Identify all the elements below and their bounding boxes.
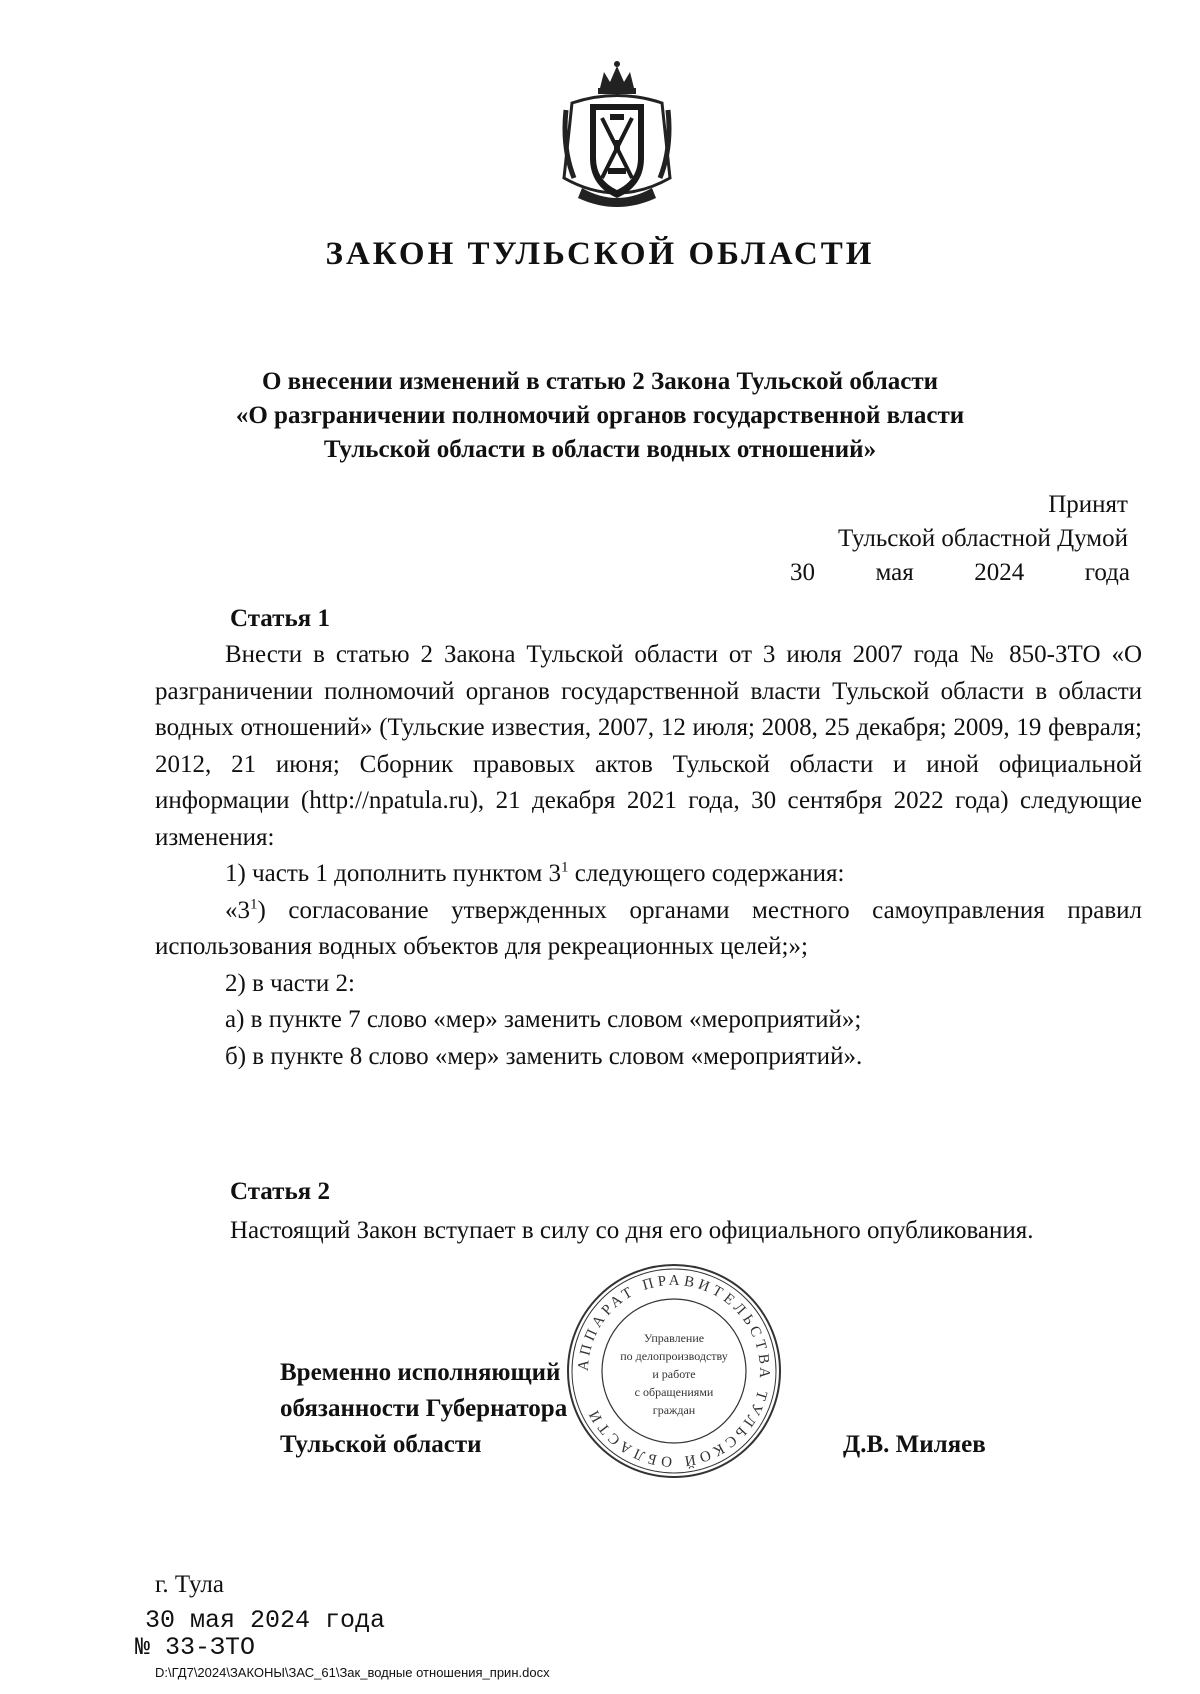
adoption-year: 2024 bbox=[974, 559, 1025, 586]
tula-coat-of-arms-icon bbox=[552, 58, 682, 213]
subtitle-line-1: О внесении изменений в статью 2 Закона Тульской области bbox=[261, 368, 939, 395]
adoption-date bbox=[790, 556, 1130, 590]
article-1-item-2: 2) в части 2: bbox=[225, 969, 355, 997]
article-2-heading: Статья 2 bbox=[230, 1178, 330, 1205]
stamp-center-line-4: с обращениями bbox=[634, 1385, 714, 1399]
article-1-quote: «$3^1$) согласование утвержденных органами местного самоуправления правил использования водных объектов для рекреационных целей;»; bbox=[155, 896, 1142, 960]
signatory-line-2: обязанности Губернатора bbox=[280, 1395, 568, 1422]
subtitle-line-2: «О разграничении полномочий органов государственной власти bbox=[235, 402, 965, 429]
article-1-text: Внести в статью 2 Закона Тульской области от 3 июля 2007 года № 850-ЗТО «О разграничении полномочий органов государственной власти Тульской области в области водных отношений» (Тульские известия, 2007, 12 июля; 2008, 25 декабря; 2009, 19 февраля; 2012, 21 июня; Сборник правовых актов Тульской области и иной официальной информации (http://npatula.ru), 21 декабря 2021 года, 30 сентября 2022 года) следующие изменения: bbox=[155, 641, 1142, 851]
signatory-line-1: Временно исполняющий bbox=[280, 1359, 561, 1386]
article-1-item-2a: а) в пункте 7 слово «мер» заменить словом «мероприятий»; bbox=[225, 1006, 862, 1033]
signatory-title bbox=[280, 1355, 567, 1463]
adoption-month: мая bbox=[875, 559, 914, 586]
stamp-ring-text: АППАРАТ ПРАВИТЕЛЬСТВА ТУЛЬСКОЙ ОБЛАСТИ bbox=[575, 1272, 773, 1470]
adoption-day: 30 bbox=[790, 559, 815, 586]
stamp-seal-icon bbox=[565, 1262, 783, 1480]
file-path: D:\ГД7\2024\ЗАКОНЫ\ЗАС_61\Зак_водные отношения_прин.docx bbox=[155, 1665, 550, 1680]
article-1-item-1: 1) часть 1 дополнить пунктом $3^1$ следующего содержания: bbox=[225, 859, 845, 887]
stamp-center-line-3: и работе bbox=[652, 1367, 696, 1381]
article-2-text: Настоящий Закон вступает в силу со дня его официального опубликования. bbox=[230, 1217, 1034, 1244]
adopted-by: Тульской областной Думой bbox=[837, 525, 1128, 552]
law-subtitle bbox=[0, 365, 1200, 467]
adopted-label: Принят bbox=[1048, 491, 1128, 518]
adoption-year-word: года bbox=[1084, 559, 1130, 586]
signatory-name: Д.В. Миляев bbox=[843, 1431, 986, 1458]
article-1-heading: Статья 1 bbox=[230, 605, 330, 632]
stamp-center-line-1: Управление bbox=[643, 1331, 705, 1345]
signing-date: 30 мая 2024 года bbox=[145, 1606, 386, 1635]
stamp-center-line-5: граждан bbox=[652, 1403, 696, 1417]
law-number: № 33-ЗТО bbox=[135, 1633, 256, 1662]
stamp-center-line-2: по делопроизводству bbox=[620, 1349, 728, 1363]
article-1-item-2b: б) в пункте 8 слово «мер» заменить словом «мероприятий». bbox=[225, 1042, 863, 1070]
document-title: ЗАКОН ТУЛЬСКОЙ ОБЛАСТИ bbox=[325, 236, 875, 272]
subtitle-line-3: Тульской области в области водных отношений» bbox=[323, 436, 877, 463]
coat-of-arms-emblem bbox=[552, 58, 682, 213]
city: г. Тула bbox=[155, 1571, 224, 1598]
signatory-line-3: Тульской области bbox=[280, 1431, 482, 1458]
article-1-body bbox=[155, 637, 1142, 1075]
adoption-block bbox=[790, 488, 1130, 590]
official-stamp bbox=[565, 1262, 783, 1480]
